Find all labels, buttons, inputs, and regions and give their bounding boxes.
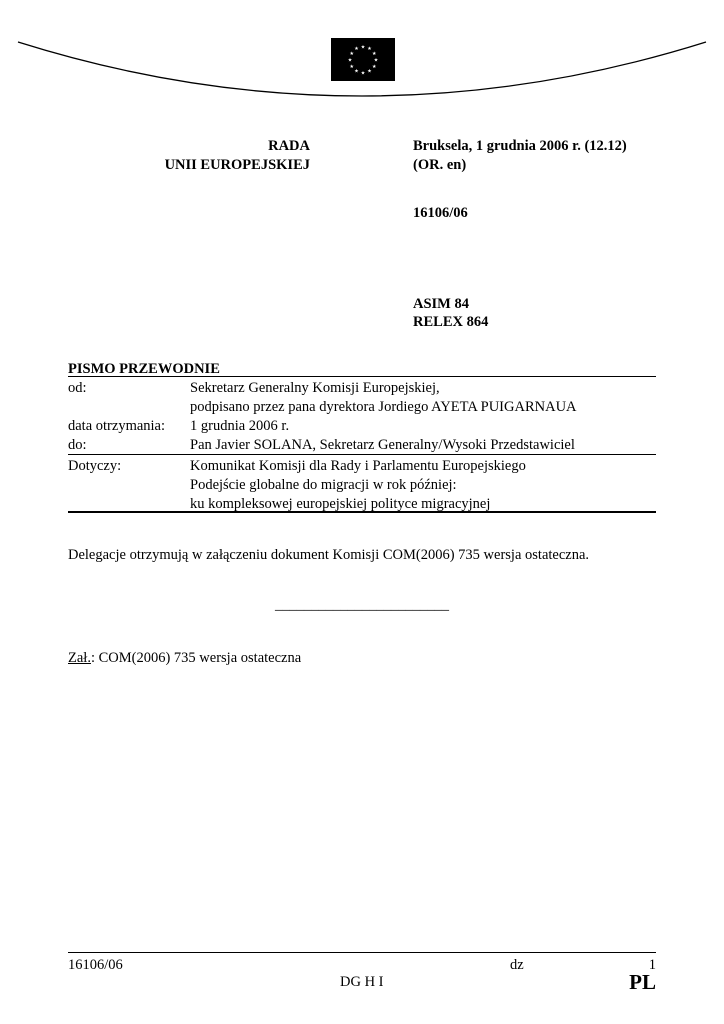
divider xyxy=(68,376,656,377)
footer-doc-number: 16106/06 xyxy=(68,957,123,973)
place-date: Bruksela, 1 grudnia 2006 r. (12.12) xyxy=(413,138,627,154)
from-label: od: xyxy=(68,380,87,396)
council-name-line1: RADA xyxy=(268,138,310,154)
date-received-label: data otrzymania: xyxy=(68,418,166,434)
original-language: (OR. en) xyxy=(413,157,467,173)
to-label: do: xyxy=(68,437,87,453)
classification-code-relex: RELEX 864 xyxy=(413,314,489,330)
from-line1: Sekretarz Generalny Komisji Europejskiej, xyxy=(190,380,440,396)
flag-star-icon: ★ xyxy=(367,69,372,75)
flag-star-icon: ★ xyxy=(373,58,379,64)
divider xyxy=(68,454,656,455)
flag-star-icon: ★ xyxy=(354,47,359,53)
enclosure-label: Zał. xyxy=(68,650,91,666)
date-received-value: 1 grudnia 2006 r. xyxy=(190,418,290,434)
flag-star-icon: ★ xyxy=(347,58,353,64)
eu-flag-logo xyxy=(331,38,395,81)
flag-star-icon: ★ xyxy=(360,71,366,77)
subject-label: Dotyczy: xyxy=(68,458,122,474)
from-line2: podpisano przez pana dyrektora Jordiego AYETA PUIGARNAUA xyxy=(190,399,577,415)
flag-star-icon: ★ xyxy=(349,64,354,70)
document-number: 16106/06 xyxy=(413,205,468,221)
footer-language-code: PL xyxy=(629,970,656,994)
footer-initials: dz xyxy=(510,957,524,973)
separator-line: ________________________ xyxy=(275,597,449,613)
subject-line3: ku kompleksowej europejskiej polityce migracyjnej xyxy=(190,496,491,512)
flag-star-icon: ★ xyxy=(360,45,366,51)
divider xyxy=(68,511,656,513)
footer-dg: DG H I xyxy=(340,974,384,990)
flag-star-icon: ★ xyxy=(367,47,372,53)
flag-star-icon: ★ xyxy=(354,69,359,75)
flag-star-icon: ★ xyxy=(349,51,354,57)
to-value: Pan Javier SOLANA, Sekretarz Generalny/Wysoki Przedstawiciel xyxy=(190,437,575,453)
footer-divider xyxy=(68,952,656,953)
subject-line2: Podejście globalne do migracji w rok później: xyxy=(190,477,457,493)
enclosure-value: : COM(2006) 735 wersja ostateczna xyxy=(90,650,302,666)
flag-star-icon: ★ xyxy=(372,51,377,57)
council-name-line2: UNII EUROPEJSKIEJ xyxy=(164,157,310,173)
flag-star-icon: ★ xyxy=(372,64,377,70)
classification-code-asim: ASIM 84 xyxy=(413,296,469,312)
footer-page-number: 1 xyxy=(648,957,656,973)
subject-line1: Komunikat Komisji dla Rady i Parlamentu Europejskiego xyxy=(190,458,526,474)
body-text: Delegacje otrzymują w załączeniu dokument Komisji COM(2006) 735 wersja ostateczna. xyxy=(68,547,590,563)
cover-note-title: PISMO PRZEWODNIE xyxy=(68,361,220,377)
enclosure-line xyxy=(68,649,301,668)
